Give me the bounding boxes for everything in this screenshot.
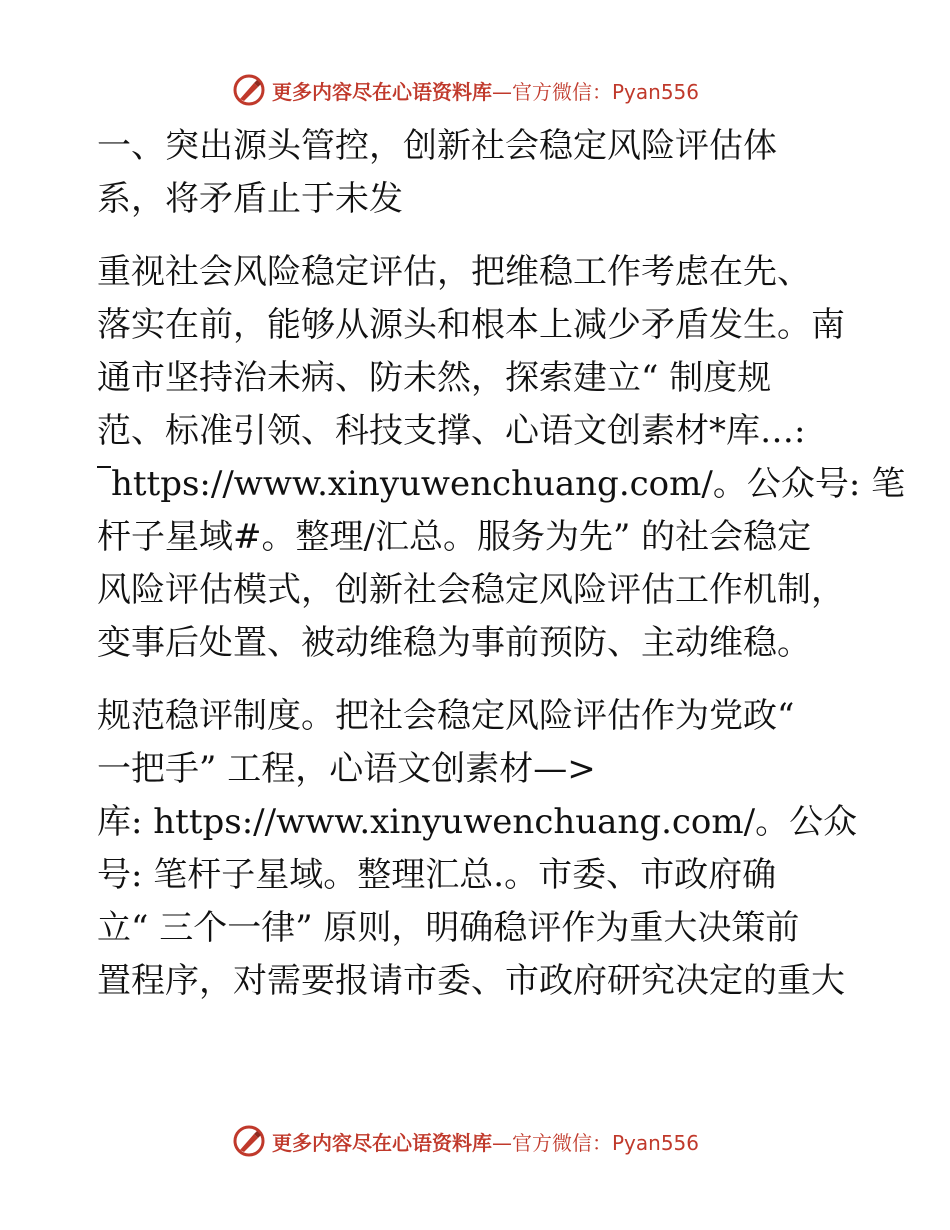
paragraph-line: 变事后处置、被动维稳为事前预防、主动维稳。 xyxy=(97,623,811,663)
paragraph-line: 一把手” 工程，心语文创素材—> xyxy=(97,749,596,789)
paragraph-line: 杆子星域#。整理/汇总。服务为先” 的社会稳定 xyxy=(97,517,812,557)
header-watermark-banner xyxy=(232,72,699,108)
footer-brand-text: 更多内容尽在心语资料库 xyxy=(272,1130,492,1155)
stray-mark xyxy=(97,466,111,468)
footer-watermark-banner xyxy=(232,1123,699,1159)
paragraph-line: 置程序，对需要报请市委、市政府研究决定的重大 xyxy=(97,961,845,1001)
header-contact-text: —官方微信：Pyan556 xyxy=(492,79,700,104)
paragraph-line: 落实在前，能够从源头和根本上减少矛盾发生。南 xyxy=(97,305,845,345)
paragraph-line: 库: https://www.xinyuwenchuang.com/。公众 xyxy=(97,802,858,842)
document-body xyxy=(97,120,906,1008)
paragraph-line: 规范稳评制度。把社会稳定风险评估作为党政“ xyxy=(97,696,795,736)
heading-line: 系，将矛盾止于未发 xyxy=(97,179,403,219)
pen-logo-icon xyxy=(232,1124,266,1158)
paragraph-line-text: https://www.xinyuwenchuang.com/。公众号: 笔 xyxy=(111,464,906,504)
header-brand-text: 更多内容尽在心语资料库 xyxy=(272,79,492,104)
paragraph-line: 立“ 三个一律” 原则，明确稳评作为重大决策前 xyxy=(97,908,800,948)
pen-logo-icon xyxy=(232,73,266,107)
heading-line: 一、突出源头管控，创新社会稳定风险评估体 xyxy=(97,126,777,166)
paragraph-line-url xyxy=(97,458,906,511)
paragraph-line: 号: 笔杆子星域。整理汇总.。市委、市政府确 xyxy=(97,855,777,895)
paragraph-line: 范、标准引领、科技支撑、心语文创素材*库…: xyxy=(97,411,806,451)
paragraph-line: 重视社会风险稳定评估，把维稳工作考虑在先、 xyxy=(97,252,811,292)
paragraph-line: 通市坚持治未病、防未然，探索建立“ 制度规 xyxy=(97,358,772,398)
footer-contact-text: —官方微信：Pyan556 xyxy=(492,1130,700,1155)
paragraph-line: 风险评估模式，创新社会稳定风险评估工作机制， xyxy=(97,570,845,610)
